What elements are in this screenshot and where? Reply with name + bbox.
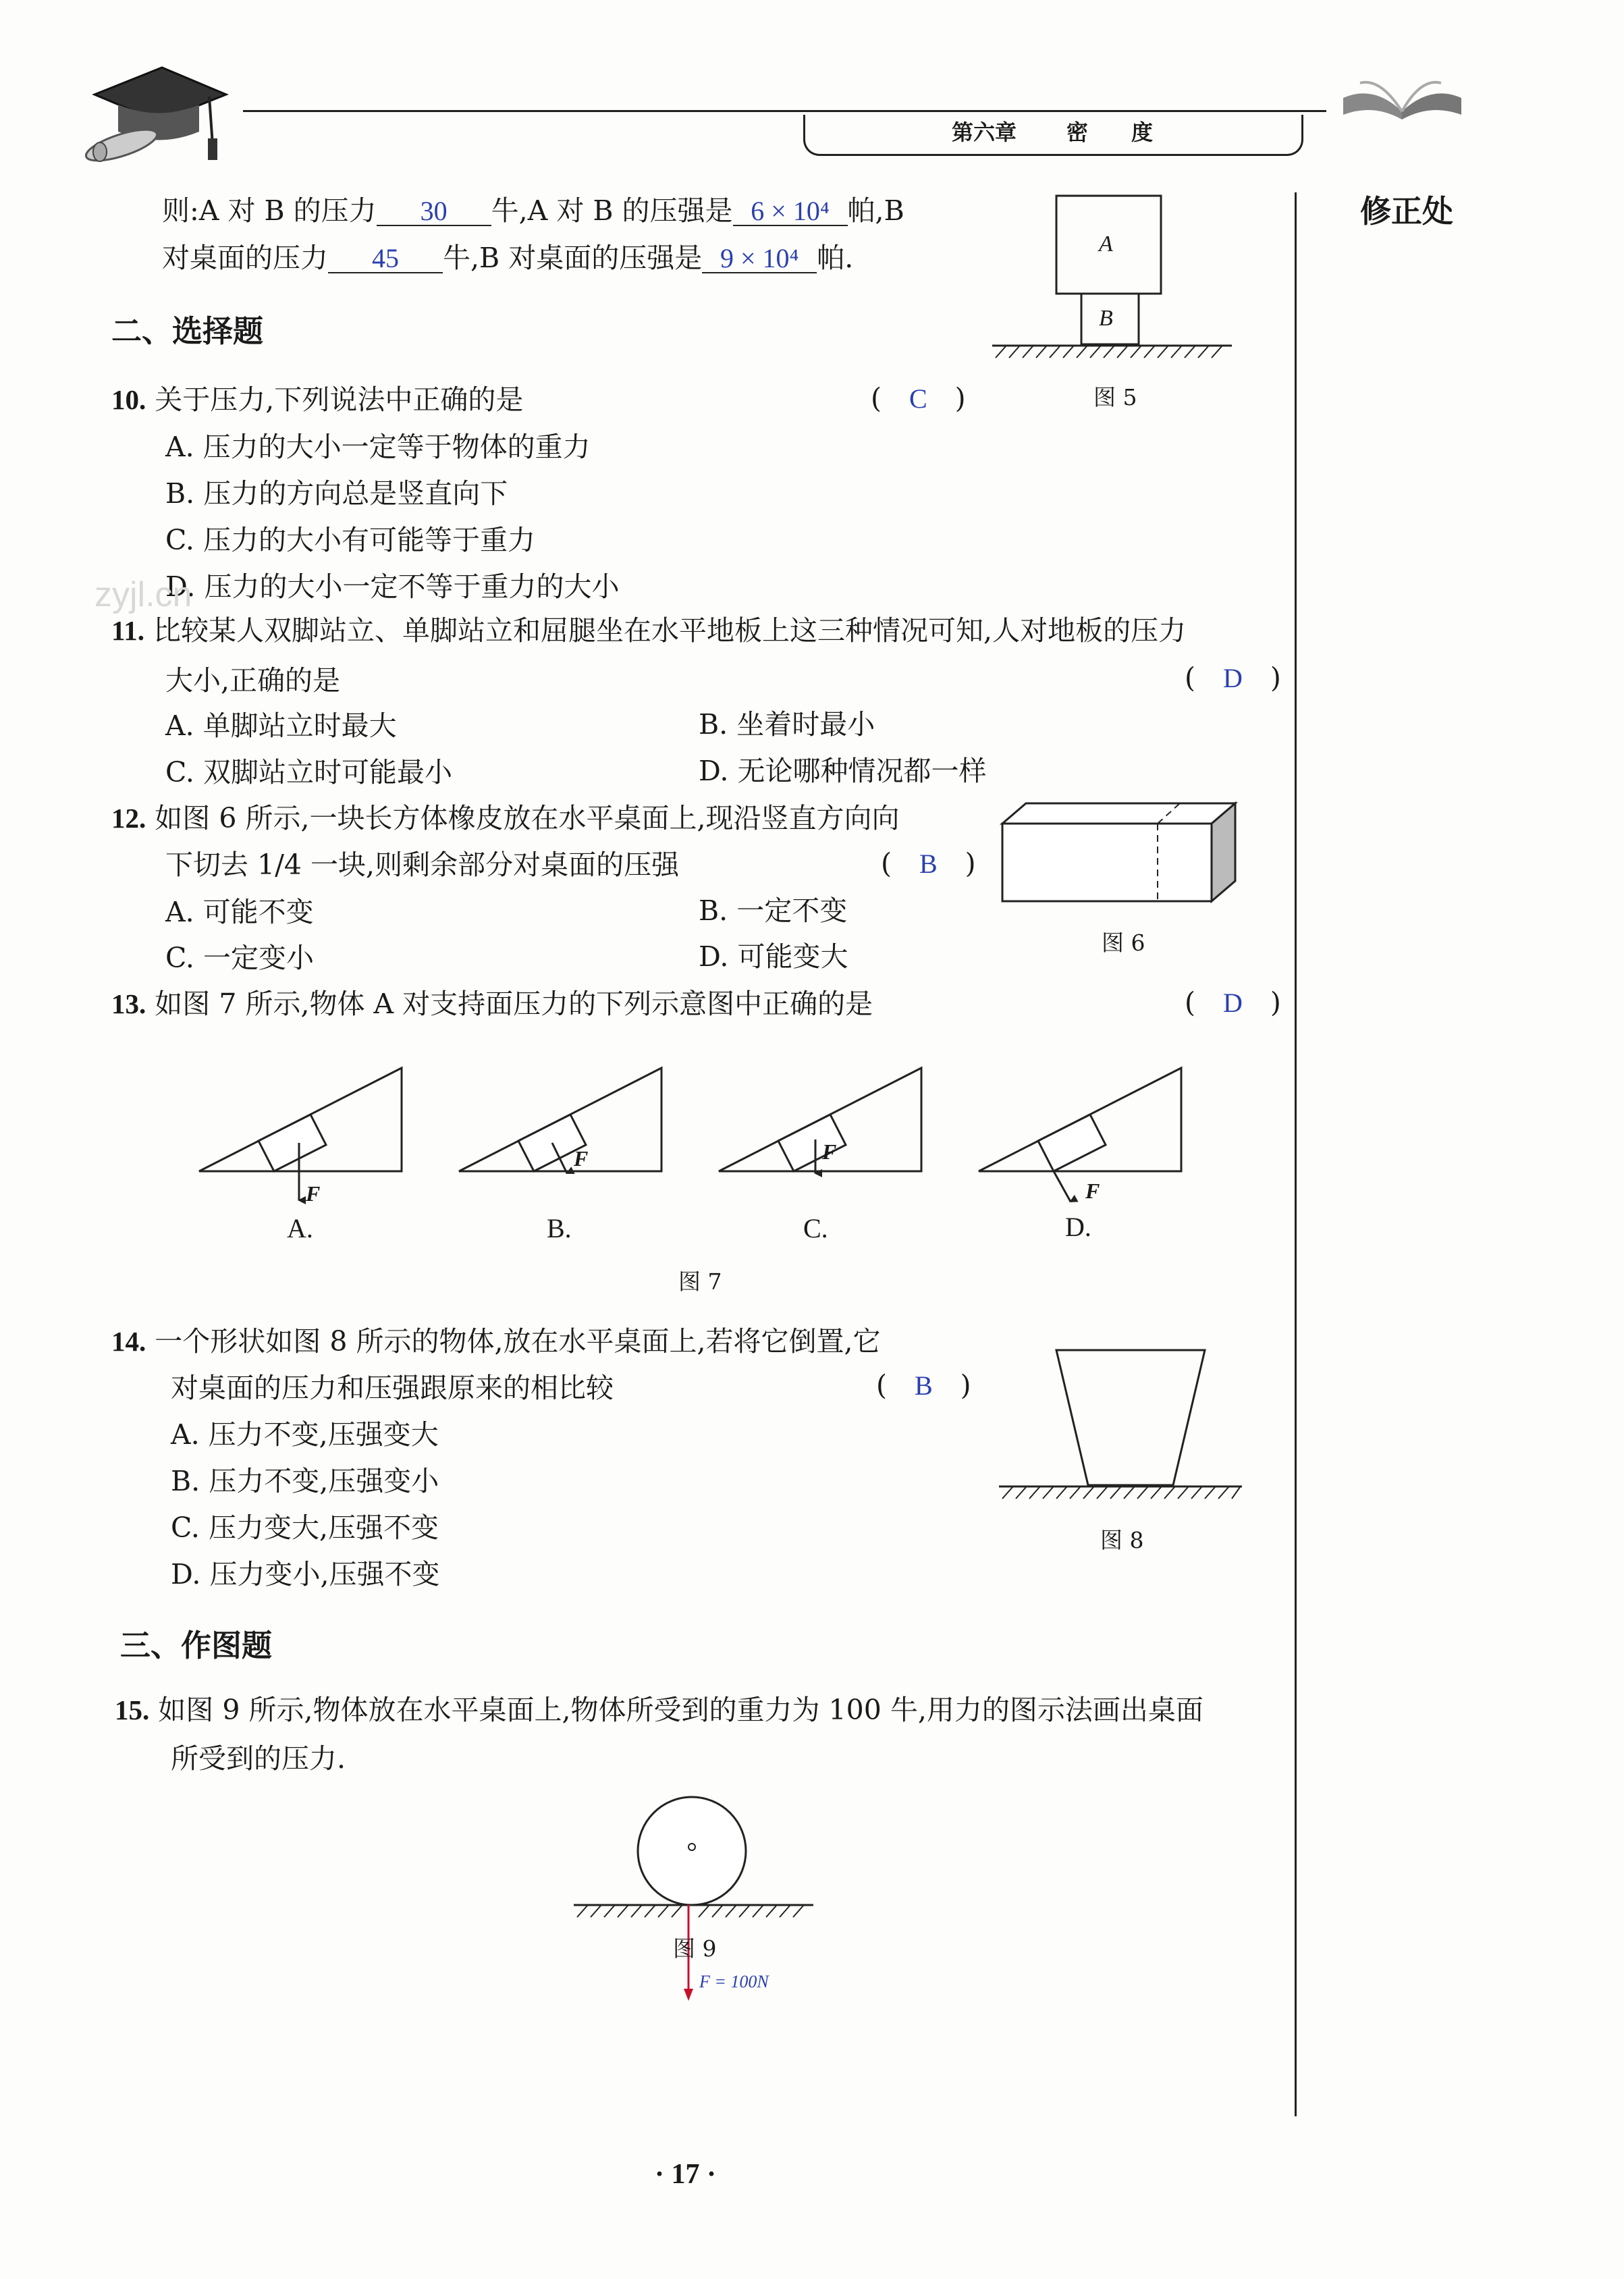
fig5-label-b: B (1099, 306, 1113, 331)
q14-option-a: A. 压力不变,压强变大 (171, 1418, 439, 1451)
q14-option-d: D. 压力变小,压强不变 (171, 1558, 440, 1590)
q15-stem-line1: 15. 如图 9 所示,物体放在水平桌面上,物体所受到的重力为 100 牛,用力的图示法画出桌面 (115, 1694, 1203, 1726)
q12-option-b: B. 一定不变 (699, 894, 848, 927)
fig7-option-a-label: A. (287, 1213, 313, 1243)
figure-9-ball (567, 1789, 820, 2005)
fig7-force-label-c: F (822, 1140, 837, 1164)
q11-option-c: C. 双脚站立时可能最小 (165, 756, 452, 788)
fig7-option-a-diagram (199, 1068, 402, 1200)
fig7-caption: 图 7 (678, 1268, 722, 1295)
figure-8-object (996, 1343, 1249, 1505)
figure-7-diagrams (189, 1053, 1357, 1215)
q10-answer-bracket: ( C ) (871, 382, 966, 414)
fig7-option-c-diagram (719, 1068, 921, 1173)
q10-option-c: C. 压力的大小有可能等于重力 (165, 524, 535, 556)
fig7-option-b-label: B. (547, 1213, 572, 1243)
q10-stem: 10. 关于压力,下列说法中正确的是 (111, 383, 524, 416)
q15-stem-line2: 所受到的压力. (171, 1742, 346, 1775)
margin-label: 修正处 (1360, 193, 1453, 230)
figure-5-blocks (985, 192, 1242, 368)
fig7-option-c-label: C. (803, 1213, 828, 1243)
q12-option-a: A. 可能不变 (165, 896, 314, 928)
header-rule (243, 110, 1326, 112)
q11-option-a: A. 单脚站立时最大 (165, 709, 397, 742)
q9-line2: 对桌面的压力 45 牛,B 对桌面的压强是 9 × 10⁴ 帕. (162, 242, 854, 274)
section-2-heading: 二、选择题 (111, 313, 264, 349)
q11-stem-line1: 11. 比较某人双脚站立、单脚站立和屈腿坐在水平地板上这三种情况可知,人对地板的压力 (111, 614, 1187, 647)
q9-answer-3: 45 (372, 243, 399, 273)
q12-stem-line1: 12. 如图 6 所示,一块长方体橡皮放在水平桌面上,现沿竖直方向向 (111, 802, 900, 834)
fig9-force-label: F = 100N (699, 1972, 769, 1991)
fig5-label-a: A (1099, 232, 1113, 257)
q13-answer-bracket: ( D ) (1185, 986, 1281, 1019)
header-chapter: 第六章 (952, 119, 1017, 145)
mortarboard-logo (81, 57, 236, 165)
q12-stem-line2: 下切去 1/4 一块,则剩余部分对桌面的压强 (165, 849, 680, 881)
fig7-force-label-a: F (306, 1181, 321, 1206)
q14-answer-bracket: ( B ) (876, 1369, 971, 1401)
header-title: 密 度 (1066, 119, 1154, 145)
q10-option-a: A. 压力的大小一定等于物体的重力 (165, 431, 591, 463)
watermark: zyjl.cn (94, 575, 192, 614)
open-book-icon (1340, 71, 1465, 122)
fig7-force-label-d: F (1085, 1179, 1100, 1203)
q11-option-d: D. 无论哪种情况都一样 (699, 755, 987, 787)
section-3-heading: 三、作图题 (120, 1628, 273, 1663)
q14-stem-line2: 对桌面的压力和压强跟原来的相比较 (171, 1372, 614, 1404)
q12-option-c: C. 一定变小 (165, 942, 314, 974)
q10-option-d: D. 压力的大小一定不等于重力的大小 (165, 570, 620, 603)
page-number: · 17 · (655, 2159, 717, 2190)
fig9-caption: 图 9 (673, 1935, 717, 1962)
q14-option-b: B. 压力不变,压强变小 (171, 1465, 439, 1497)
fig7-option-b-diagram (459, 1068, 661, 1173)
q11-stem-line2: 大小,正确的是 (165, 664, 341, 697)
q12-answer-bracket: ( B ) (881, 847, 976, 880)
q9-line1: 则:A 对 B 的压力 30 牛,A 对 B 的压强是 6 × 10⁴ 帕,B (162, 194, 904, 227)
fig8-caption: 图 8 (1100, 1527, 1144, 1553)
q9-answer-2: 6 × 10⁴ (751, 196, 830, 226)
q11-answer-bracket: ( D ) (1185, 662, 1281, 694)
q12-option-d: D. 可能变大 (699, 940, 848, 973)
q14-option-c: C. 压力变大,压强不变 (171, 1511, 439, 1544)
figure-6-eraser (999, 797, 1242, 911)
q9-answer-4: 9 × 10⁴ (720, 243, 799, 273)
q13-stem: 13. 如图 7 所示,物体 A 对支持面压力的下列示意图中正确的是 (111, 988, 873, 1020)
fig7-option-d-diagram (979, 1068, 1181, 1202)
fig7-option-d-label: D. (1065, 1212, 1091, 1242)
header-tab (803, 115, 1303, 156)
fig6-caption: 图 6 (1102, 930, 1145, 956)
q10-option-b: B. 压力的方向总是竖直向下 (165, 477, 508, 510)
q9-answer-1: 30 (420, 196, 448, 226)
q11-option-b: B. 坐着时最小 (699, 708, 875, 741)
fig7-force-label-b: F (574, 1146, 589, 1171)
fig5-caption: 图 5 (1093, 384, 1137, 410)
q14-stem-line1: 14. 一个形状如图 8 所示的物体,放在水平桌面上,若将它倒置,它 (111, 1325, 881, 1358)
